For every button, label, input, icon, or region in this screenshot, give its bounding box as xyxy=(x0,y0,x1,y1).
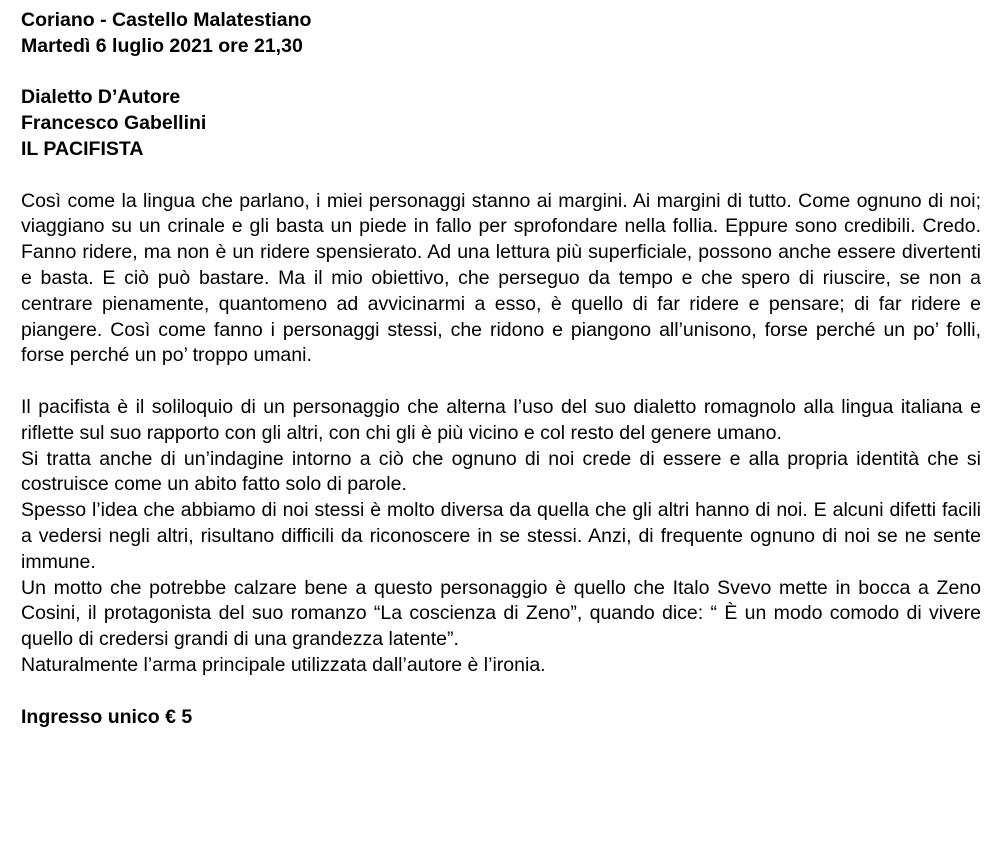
spacer xyxy=(21,60,981,86)
intro-paragraph: Così come la lingua che parlano, i miei personaggi stanno ai margini. Ai margini di tutto. Come ognuno di noi; viaggiano su un crinale e gli basta un piede in fallo per sprofondare nella follia. Eppure sono credibili. Credo. Fanno ridere, ma non è un ridere spensierato. Ad una lettura più superficiale, possono anche essere divertenti e basta. E ciò può bastare. Ma il mio obiettivo, che perseguo da tempo e che spero di riuscire, se non a centrare pienamente, quantomeno ad avvicinarmi a esso, è quello di far ridere e pensare; di far ridere e piangere. Così come fanno i personaggi stessi, che ridono e piangono all’unisono, forse perché un po’ folli, forse perché un po’ troppo umani. xyxy=(21,189,981,367)
spacer xyxy=(21,163,981,189)
document-page xyxy=(21,8,981,730)
body-paragraph-1: Il pacifista è il soliloquio di un personaggio che alterna l’uso del suo dialetto romagnolo alla lingua italiana e riflette sul suo rapporto con gli altri, con chi gli è più vicino e col resto del genere umano. xyxy=(21,395,981,444)
spacer xyxy=(21,369,981,395)
body-paragraph-4: Un motto che potrebbe calzare bene a questo personaggio è quello che Italo Svevo mette in bocca a Zeno Cosini, il protagonista del suo romanzo “La coscienza di Zeno”, quando dice: “ È un modo comodo di vivere quello di credersi grandi di una grandezza latente”. xyxy=(21,576,981,651)
body-paragraph-3: Spesso l’idea che abbiamo di noi stessi è molto diversa da quella che gli altri hanno di noi. E alcuni difetti facili a vedersi negli altri, risultano difficili da riconoscere in se stessi. Anzi, di frequente ognuno di noi se ne sente immune. xyxy=(21,499,981,573)
series-title: Dialetto D’Autore xyxy=(21,86,181,109)
date-line: Martedì 6 luglio 2021 ore 21,30 xyxy=(21,34,303,57)
ticket-price: Ingresso unico € 5 xyxy=(21,705,193,728)
venue-line: Coriano - Castello Malatestiano xyxy=(21,9,312,31)
show-title: IL PACIFISTA xyxy=(21,137,144,160)
body-paragraph-5: Naturalmente l’arma principale utilizzata dall’autore è l’ironia. xyxy=(21,653,546,676)
author-name: Francesco Gabellini xyxy=(21,112,207,135)
spacer xyxy=(21,679,981,705)
body-paragraph-2: Si tratta anche di un’indagine intorno a ciò che ognuno di noi crede di essere e alla propria identità che si costruisce come un abito fatto solo di parole. xyxy=(21,447,981,496)
